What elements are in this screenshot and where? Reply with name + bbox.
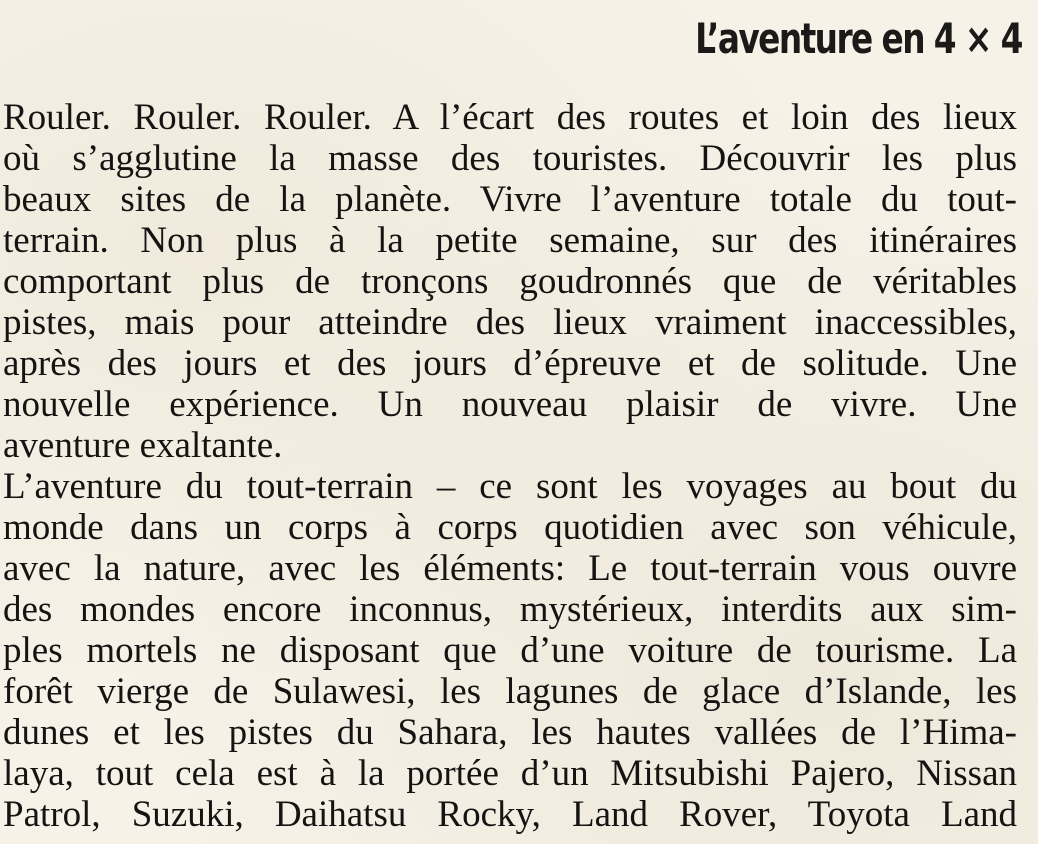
paragraph-1 xyxy=(3,97,1017,466)
paragraph-2 xyxy=(3,466,1017,835)
text-line: dunes et les pistes du Sahara, les hautes vallées de l’Hima- xyxy=(3,712,1017,753)
text-line: aventure exaltante. xyxy=(3,425,283,466)
text-line: où s’agglutine la masse des touristes. Découvrir les plus xyxy=(3,138,1017,179)
text-line: beaux sites de la planète. Vivre l’aventure totale du tout- xyxy=(3,179,1017,220)
page-title: L’aventure en 4 × 4 xyxy=(695,14,1022,63)
text-line: des mondes encore inconnus, mystérieux, interdits aux sim- xyxy=(3,589,1017,630)
text-line: ples mortels ne disposant que d’une voiture de tourisme. La xyxy=(3,630,1017,671)
text-line: Patrol, Suzuki, Daihatsu Rocky, Land Rover, Toyota Land xyxy=(3,794,1017,835)
text-line: nouvelle expérience. Un nouveau plaisir de vivre. Une xyxy=(3,384,1017,425)
text-line: monde dans un corps à corps quotidien avec son véhicule, xyxy=(3,507,1017,548)
article-body xyxy=(3,97,1017,835)
text-line: avec la nature, avec les éléments: Le tout-terrain vous ouvre xyxy=(3,548,1017,589)
text-line: comportant plus de tronçons goudronnés que de véritables xyxy=(3,261,1017,302)
text-line: pistes, mais pour atteindre des lieux vraiment inaccessibles, xyxy=(3,302,1017,343)
text-line: L’aventure du tout-terrain – ce sont les voyages au bout du xyxy=(3,466,1017,507)
text-line: après des jours et des jours d’épreuve et de solitude. Une xyxy=(3,343,1017,384)
text-line: Rouler. Rouler. Rouler. A l’écart des routes et loin des lieux xyxy=(3,97,1017,138)
text-line: terrain. Non plus à la petite semaine, sur des itinéraires xyxy=(3,220,1017,261)
text-line: forêt vierge de Sulawesi, les lagunes de glace d’Islande, les xyxy=(3,671,1017,712)
text-line: laya, tout cela est à la portée d’un Mitsubishi Pajero, Nissan xyxy=(3,753,1017,794)
